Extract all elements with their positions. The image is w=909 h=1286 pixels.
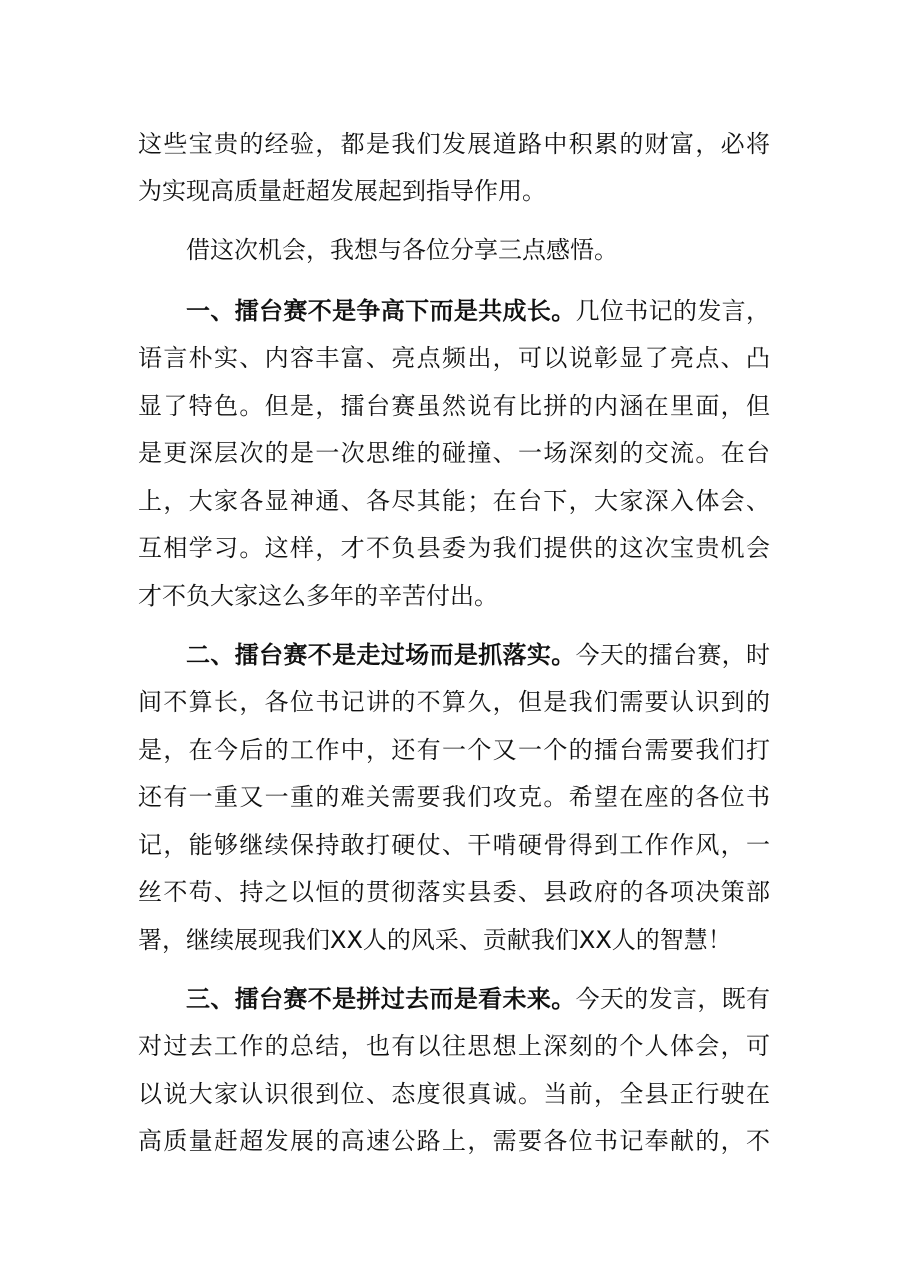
point3-first-line (186, 976, 770, 1022)
point1-line: 互相学习。这样，才不负县委为我们提供的这次宝贵机会 (138, 534, 770, 562)
point2-line: 记，能够继续保持敢打硬仗、干啃硬骨得到工作作风，一 (138, 831, 770, 859)
point2-heading: 二、擂台赛不是走过场而是抓落实。 (186, 641, 576, 669)
point1-line: 上，大家各显神通、各尽其能；在台下，大家深入体会、 (138, 487, 770, 515)
point2-first-line-text: 今天的擂台赛，时 (575, 641, 770, 669)
point3-line: 对过去工作的总结，也有以往思想上深刻的个人体会，可 (138, 1032, 770, 1060)
point2-line: 署，继续展现我们XX人的风采、贡献我们XX人的智慧！ (138, 926, 732, 954)
point1-line: 语言朴实、内容丰富、亮点频出，可以说彰显了亮点、凸 (138, 344, 770, 372)
point3-line: 以说大家认识很到位、态度很真诚。当前，全县正行驶在 (138, 1080, 770, 1108)
point1-line: 才不负大家这么多年的辛苦付出。 (138, 582, 498, 610)
point2-line: 是，在今后的工作中，还有一个又一个的擂台需要我们打 (138, 736, 770, 764)
point3-first-line-text: 今天的发言，既有 (575, 985, 770, 1013)
point1-first-line-text: 几位书记的发言， (575, 297, 770, 325)
point2-first-line (186, 632, 770, 678)
intro-line-1: 这些宝贵的经验，都是我们发展道路中积累的财富，必将 (138, 130, 770, 158)
point2-line: 还有一重又一重的难关需要我们攻克。希望在座的各位书 (138, 783, 770, 811)
point3-heading: 三、擂台赛不是拼过去而是看未来。 (186, 985, 576, 1013)
intro-line-2: 为实现高质量赶超发展起到指导作用。 (138, 177, 546, 205)
point3-line: 高质量赶超发展的高速公路上，需要各位书记奉献的，不 (138, 1127, 770, 1155)
point1-first-line (186, 288, 770, 334)
opening-sentence: 借这次机会，我想与各位分享三点感悟。 (186, 236, 618, 264)
point1-line: 是更深层次的是一次思维的碰撞、一场深刻的交流。在台 (138, 439, 770, 467)
point1-line: 显了特色。但是，擂台赛虽然说有比拼的内涵在里面，但 (138, 392, 770, 420)
point2-line: 丝不苟、持之以恒的贯彻落实县委、县政府的各项决策部 (138, 878, 770, 906)
point1-heading: 一、擂台赛不是争高下而是共成长。 (186, 297, 576, 325)
point2-line: 间不算长，各位书记讲的不算久，但是我们需要认识到的 (138, 688, 770, 716)
